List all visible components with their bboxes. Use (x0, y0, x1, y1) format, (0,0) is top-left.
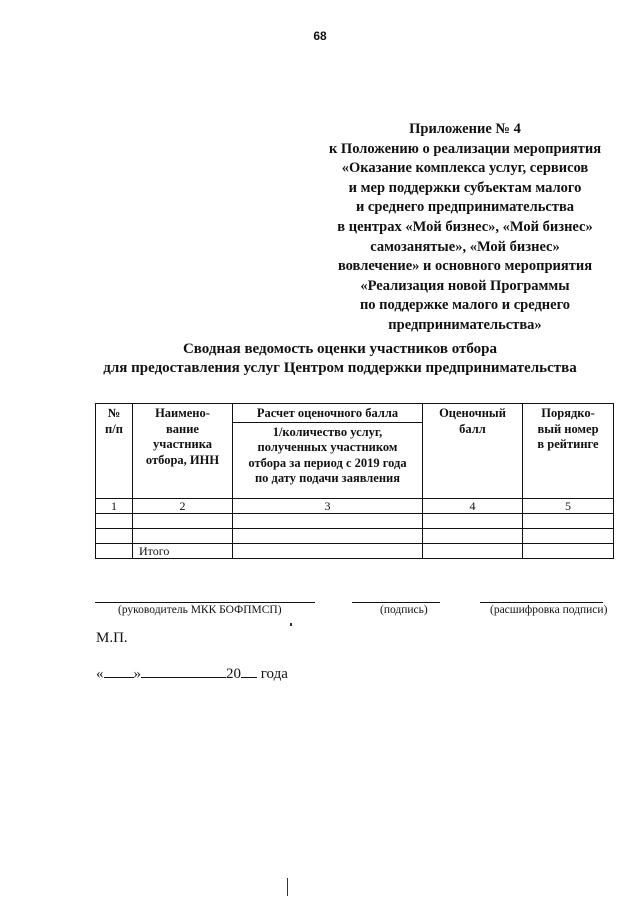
report-title (60, 340, 620, 378)
table-cell (133, 528, 233, 543)
header-text: в рейтинге (537, 437, 599, 451)
header-calculation-formula (233, 422, 423, 498)
header-text: отбора за период с 2019 года (248, 455, 407, 470)
signature-line (352, 602, 440, 603)
header-participant (133, 404, 233, 499)
header-text: Порядко- (541, 406, 595, 420)
header-text: Оценочный (439, 406, 506, 420)
date-open-quote: « (96, 666, 104, 682)
day-blank (104, 663, 134, 678)
header-calculation: Расчет оценочного балла (233, 404, 423, 423)
decode-signature-caption: (расшифровка подписи) (490, 604, 608, 616)
year-blank (241, 663, 257, 678)
header-text: Наимено- (155, 406, 210, 420)
table-cell (423, 513, 523, 528)
appendix-line: «Реализация новой Программы (360, 277, 570, 294)
column-number: 1 (96, 498, 133, 513)
appendix-line: и мер поддержки субъектам малого (348, 179, 582, 196)
ranking-table (95, 403, 614, 559)
table-cell (133, 513, 233, 528)
report-title-line: Сводная ведомость оценки участников отбора (182, 341, 498, 357)
header-text: участника (153, 437, 212, 451)
header-score (423, 404, 523, 499)
header-text: по дату подачи заявления (254, 471, 401, 485)
date-close-quote: » (133, 666, 141, 682)
appendix-line: в центрах «Мой бизнес», «Мой бизнес» (337, 218, 593, 235)
appendix-line: к Положению о реализации мероприятия (328, 140, 602, 157)
decode-signature-line (480, 602, 603, 603)
table-row (96, 528, 614, 543)
header-text: 1/количество услуг, (272, 424, 383, 439)
table-cell (523, 528, 614, 543)
column-number: 2 (133, 498, 233, 513)
table-cell (423, 528, 523, 543)
appendix-line: «Оказание комплекса услуг, сервисов (341, 160, 589, 177)
scan-mark (290, 623, 292, 626)
appendix-line: вовлечение» и основного мероприятия (337, 258, 593, 275)
table-cell (96, 543, 133, 558)
date-line (96, 663, 288, 683)
page-number: 68 (313, 29, 327, 43)
column-number: 4 (423, 498, 523, 513)
stamp-placeholder: М.П. (96, 630, 128, 646)
column-number: 3 (233, 498, 423, 513)
date-year-prefix: 20 (226, 666, 241, 682)
header-text: балл (459, 421, 486, 436)
date-suffix: года (260, 666, 288, 682)
appendix-line: самозанятые», «Мой бизнес» (370, 238, 560, 255)
head-signature-line (95, 602, 315, 603)
head-signature-caption: (руководитель МКК БОФПМСП) (118, 604, 282, 616)
column-number: 5 (523, 498, 614, 513)
table-cell (523, 543, 614, 558)
appendix-line: предпринимательства» (388, 316, 542, 333)
header-text: полученных участником (257, 440, 398, 454)
table-cell (233, 543, 423, 558)
appendix-line: по поддержке малого и среднего (359, 297, 571, 314)
table-cell (523, 513, 614, 528)
header-text: отбора, ИНН (145, 452, 220, 467)
appendix-heading (300, 120, 630, 336)
table-cell (233, 528, 423, 543)
signature-caption: (подпись) (380, 604, 428, 616)
column-number-row (96, 498, 614, 513)
table-cell (233, 513, 423, 528)
header-text: № (107, 406, 121, 420)
total-row (96, 543, 614, 558)
table-cell (96, 528, 133, 543)
table-row (96, 513, 614, 528)
header-text: вание (166, 421, 199, 436)
header-rank (523, 404, 614, 499)
appendix-line: Приложение № 4 (409, 121, 521, 137)
total-label: Итого (133, 543, 233, 558)
appendix-line: и среднего предпринимательства (355, 199, 575, 216)
header-text: п/п (105, 421, 123, 436)
header-number (96, 404, 133, 499)
header-text: вый номер (537, 421, 599, 436)
scan-mark (287, 878, 288, 896)
report-title-line: для предоставления услуг Центром поддержки предпринимательства (103, 360, 577, 376)
table-cell (423, 543, 523, 558)
table-cell (96, 513, 133, 528)
month-blank (141, 663, 226, 678)
